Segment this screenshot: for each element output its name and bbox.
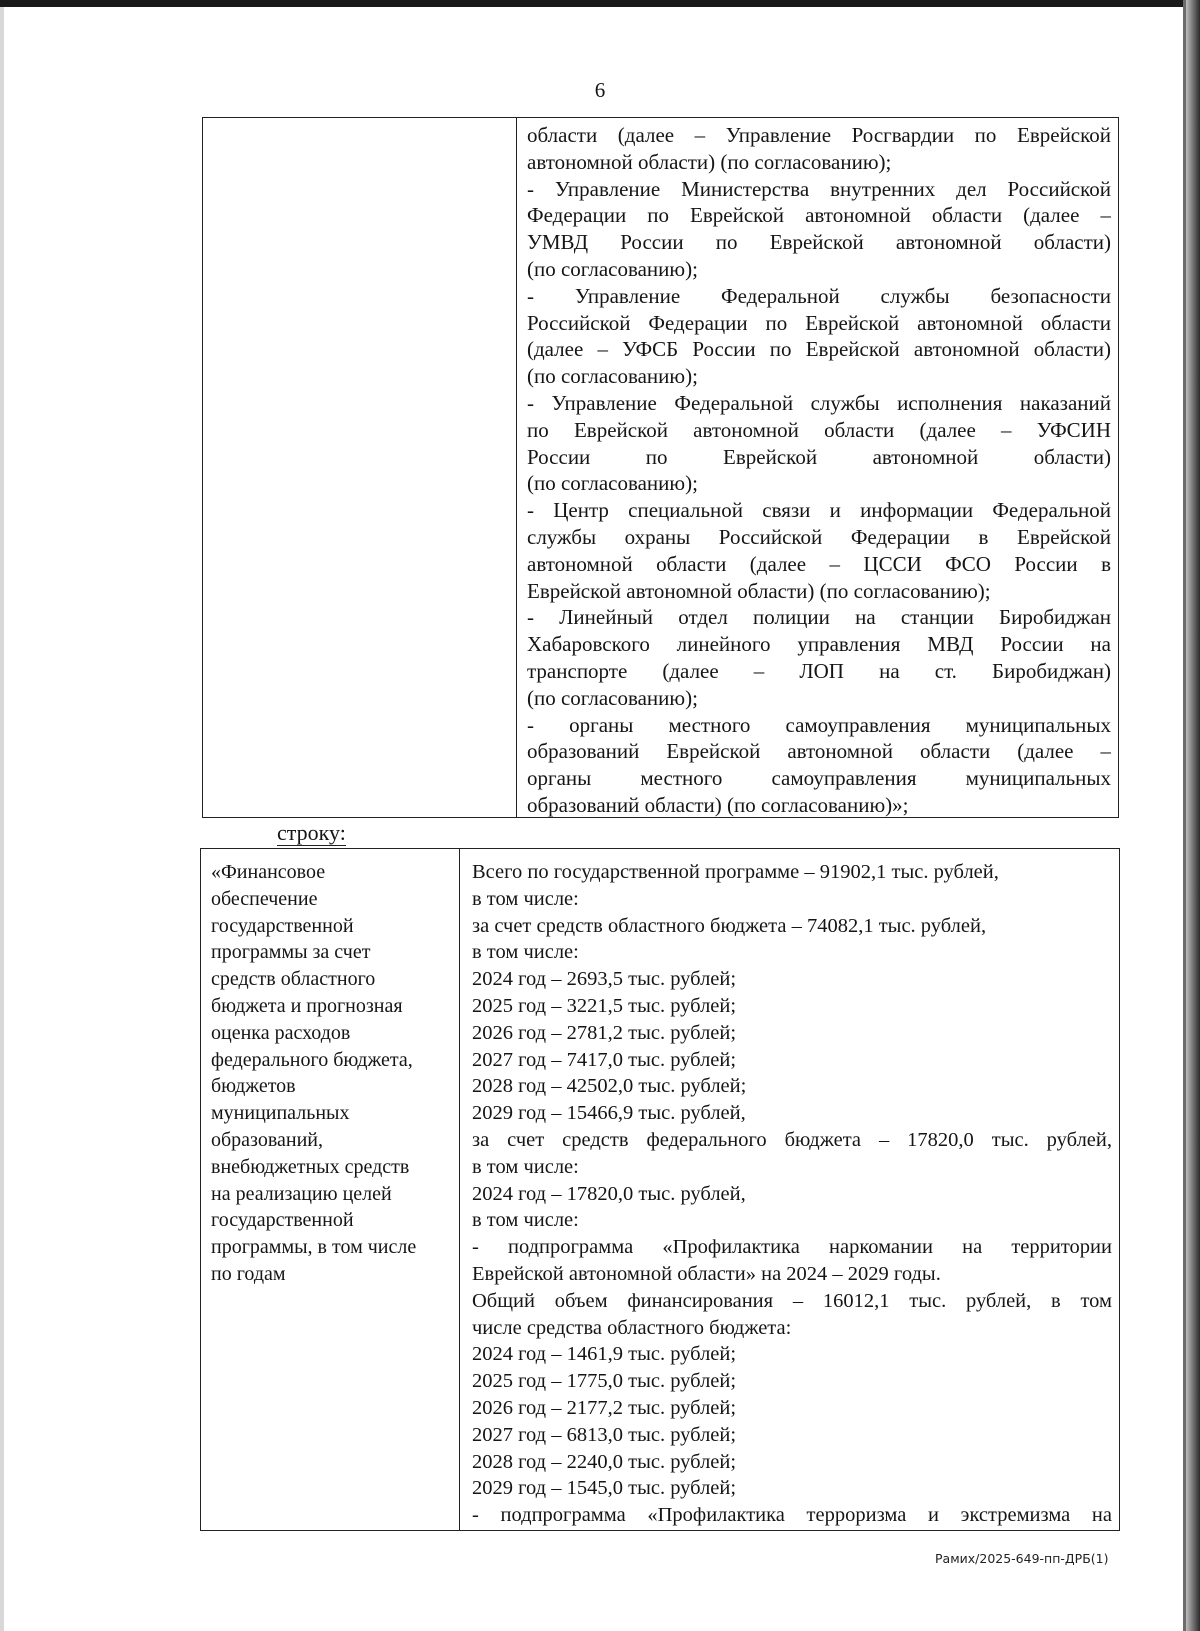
text-line: - Управление Федеральной службы исполнения наказаний <box>527 390 1111 415</box>
table-cell-agencies <box>527 122 1111 819</box>
text-line: в том числе: <box>472 941 579 964</box>
text-line: 2026 год – 2781,2 тыс. рублей; <box>472 1021 737 1044</box>
text-line: (далее – УФСБ России по Еврейской автономной области) <box>527 337 1111 362</box>
text-line: государственной <box>211 1209 354 1232</box>
text-line: - Центр специальной связи и информации Федеральной <box>527 498 1111 523</box>
text-line: (по согласованию); <box>527 256 698 281</box>
text-line: 2025 год – 1775,0 тыс. рублей; <box>472 1370 737 1393</box>
table-cell-financing-label <box>211 859 451 1288</box>
text-line: - Линейный отдел полиции на станции Биробиджан <box>527 605 1111 630</box>
text-line: государственной <box>211 914 354 937</box>
text-line: службы охраны Российской Федерации в Еврейской <box>527 524 1111 549</box>
text-line: автономной области (далее – ЦССИ ФСО России в <box>527 551 1111 576</box>
text-line: (по согласованию); <box>527 471 698 496</box>
text-line: России по Еврейской автономной области) <box>527 444 1111 469</box>
text-line: в том числе: <box>472 1209 579 1232</box>
text-line: (по согласованию); <box>527 685 698 710</box>
text-line: по Еврейской автономной области (далее – УФСИН <box>527 417 1111 442</box>
text-line: Российской Федерации по Еврейской автономной области <box>527 310 1111 335</box>
text-line: УМВД России по Еврейской автономной области) <box>527 230 1111 255</box>
text-line: федерального бюджета, <box>211 1048 413 1071</box>
text-line: - подпрограмма «Профилактика терроризма и экстремизма на <box>472 1504 1112 1527</box>
scan-edge-top <box>0 0 1200 7</box>
text-line: - Управление Министерства внутренних дел Российской <box>527 176 1111 201</box>
text-line: числе средства областного бюджета: <box>472 1316 792 1339</box>
text-line: 2025 год – 3221,5 тыс. рублей; <box>472 994 737 1017</box>
text-line: 2029 год – 1545,0 тыс. рублей; <box>472 1477 737 1500</box>
text-line: 2027 год – 6813,0 тыс. рублей; <box>472 1423 737 1446</box>
text-line: Еврейской автономной области» на 2024 – 2029 годы. <box>472 1262 941 1285</box>
text-line: транспорте (далее – ЛОП на ст. Биробиджан) <box>527 658 1111 683</box>
text-line: за счет средств областного бюджета – 74082,1 тыс. рублей, <box>472 914 987 937</box>
text-line: муниципальных <box>211 1102 350 1125</box>
text-line: программы, в том числе <box>211 1236 417 1259</box>
text-line: бюджета и прогнозная <box>211 994 403 1017</box>
text-line: 2028 год – 2240,0 тыс. рублей; <box>472 1450 737 1473</box>
text-line: органы местного самоуправления муниципальных <box>527 766 1111 791</box>
text-line: 2024 год – 1461,9 тыс. рублей; <box>472 1343 737 1366</box>
text-line: области (далее – Управление Росгвардии по Еврейской <box>527 123 1111 147</box>
text-line: внебюджетных средств <box>211 1155 410 1178</box>
text-line: 2028 год – 42502,0 тыс. рублей; <box>472 1075 747 1098</box>
text-line: бюджетов <box>211 1075 296 1098</box>
text-line: в том числе: <box>472 1155 579 1178</box>
text-line: образований Еврейской автономной области (далее – <box>527 739 1111 764</box>
responsible-agencies-table <box>202 117 1119 818</box>
text-line: Еврейской автономной области) (по согласованию); <box>527 578 991 603</box>
text-line: - Управление Федеральной службы безопасности <box>527 283 1111 308</box>
stroku-label: строку: <box>277 820 346 845</box>
text-line: Общий объем финансирования – 16012,1 тыс. рублей, в том <box>472 1289 1112 1312</box>
text-line: Хабаровского линейного управления МВД России на <box>527 632 1111 657</box>
scan-edge-right <box>1186 0 1200 1631</box>
scan-edge-left <box>0 7 4 1631</box>
text-line: образований области) (по согласованию)»; <box>527 792 909 817</box>
text-line: - подпрограмма «Профилактика наркомании на территории <box>472 1236 1112 1259</box>
document-code: Рамих/2025-649-пп-ДРБ(1) <box>935 1551 1109 1566</box>
text-line: 2026 год – 2177,2 тыс. рублей; <box>472 1396 737 1419</box>
text-line: 2027 год – 7417,0 тыс. рублей; <box>472 1048 737 1071</box>
text-line: оценка расходов <box>211 1021 351 1044</box>
text-line: средств областного <box>211 968 376 991</box>
text-line: «Финансовое <box>211 861 326 883</box>
text-line: программы за счет <box>211 941 371 964</box>
text-line: Федерации по Еврейской автономной области (далее – <box>527 203 1111 228</box>
text-line: на реализацию целей <box>211 1182 392 1205</box>
text-line: Всего по государственной программе – 91902,1 тыс. рублей, <box>472 861 999 883</box>
text-line: образований, <box>211 1128 324 1151</box>
table-column-divider <box>516 118 517 817</box>
text-line: 2024 год – 2693,5 тыс. рублей; <box>472 968 737 991</box>
text-line: по годам <box>211 1262 286 1285</box>
table-column-divider <box>459 849 460 1530</box>
text-line: автономной области) (по согласованию); <box>527 149 892 174</box>
financing-table <box>200 848 1120 1531</box>
text-line: за счет средств федерального бюджета – 17820,0 тыс. рублей, <box>472 1128 1112 1151</box>
page-number: 6 <box>594 78 606 102</box>
text-line: в том числе: <box>472 887 579 910</box>
text-line: 2024 год – 17820,0 тыс. рублей, <box>472 1182 746 1205</box>
text-line: обеспечение <box>211 887 318 910</box>
text-line: 2029 год – 15466,9 тыс. рублей, <box>472 1102 746 1125</box>
text-line: - органы местного самоуправления муниципальных <box>527 712 1111 737</box>
table-cell-financing-values <box>472 859 1112 1529</box>
text-line: (по согласованию); <box>527 364 698 389</box>
